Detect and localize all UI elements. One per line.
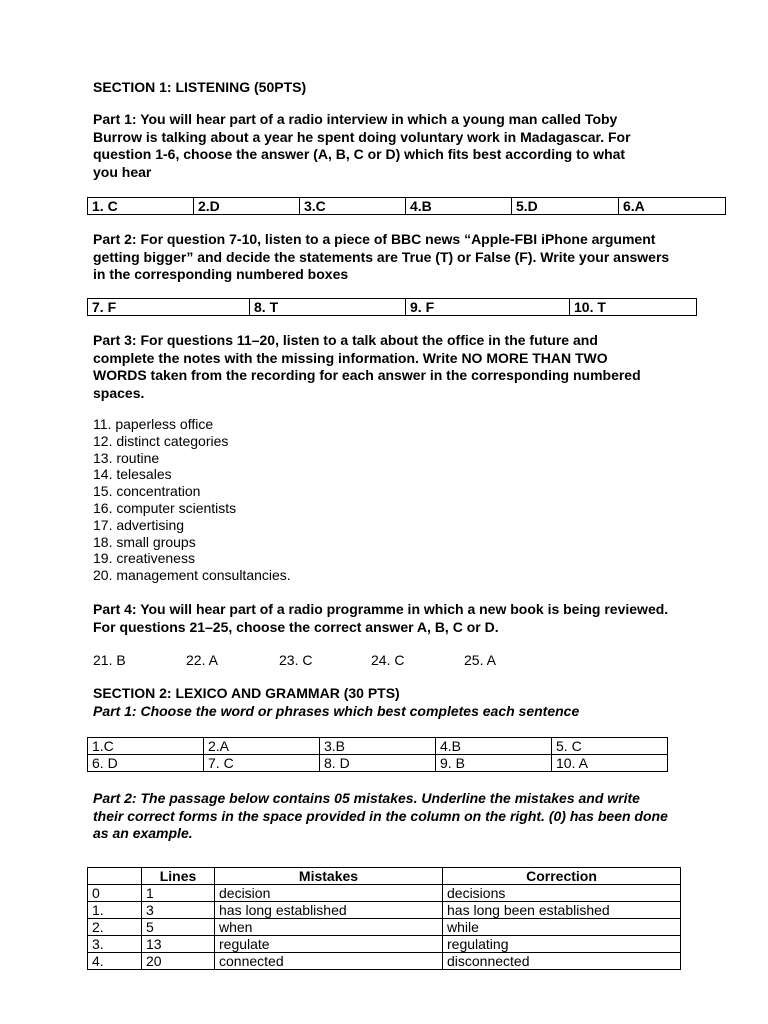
table-row — [88, 198, 726, 215]
part1-answer-table — [87, 197, 726, 215]
section2-part1-table — [87, 737, 668, 772]
part4-answer: 22. A — [186, 652, 218, 668]
cell: 0 — [88, 885, 142, 902]
cell: 2. — [88, 919, 142, 936]
cell: 3 — [142, 902, 215, 919]
column-header: Mistakes — [215, 868, 443, 885]
part4-instruction: Part 4: You will hear part of a radio programme in which a new book is being reviewed. For questions 21–25, choose the correct answer A, B, C or D. — [93, 601, 669, 635]
cell: 1 — [142, 885, 215, 902]
part2-answer-table — [87, 298, 697, 316]
section2-part2-instruction: Part 2: The passage below contains 05 mistakes. Underline the mistakes and write their correct forms in the space provided in the column on the right. (0) has been done as an example. — [93, 790, 668, 841]
list-item: 14. telesales — [93, 466, 172, 483]
list-item: 13. routine — [93, 449, 160, 466]
table-row — [88, 299, 697, 316]
cell: regulate — [215, 936, 443, 953]
answer-cell: 8. D — [320, 755, 436, 772]
cell: 20 — [142, 953, 215, 970]
answer-cell: 8. T — [250, 299, 406, 316]
cell: 5 — [142, 919, 215, 936]
list-item: 19. creativeness — [93, 550, 195, 567]
answer-cell: 2.A — [204, 738, 320, 755]
cell: has long established — [215, 902, 443, 919]
table-row — [88, 902, 681, 919]
answer-cell: 4.B — [406, 198, 512, 215]
part4-answer: 21. B — [93, 652, 126, 668]
column-header: Lines — [142, 868, 215, 885]
list-item: 15. concentration — [93, 483, 201, 500]
cell: regulating — [443, 936, 681, 953]
answer-cell: 6.A — [619, 198, 726, 215]
cell: 1. — [88, 902, 142, 919]
answer-cell: 6. D — [88, 755, 204, 772]
part4-answer: 23. C — [279, 652, 313, 668]
table-row — [88, 936, 681, 953]
table-row — [88, 738, 668, 755]
column-header: Correction — [443, 868, 681, 885]
answer-cell: 9. F — [406, 299, 570, 316]
section2-part1-instruction: Part 1: Choose the word or phrases which best completes each sentence — [93, 703, 580, 719]
answer-cell: 4.B — [436, 738, 552, 755]
table-row — [88, 919, 681, 936]
section2-title: SECTION 2: LEXICO AND GRAMMAR (30 PTS) — [93, 685, 400, 701]
answer-cell: 5. C — [552, 738, 668, 755]
cell: 13 — [142, 936, 215, 953]
part4-answer: 25. A — [464, 652, 496, 668]
cell: decision — [215, 885, 443, 902]
section1-title: SECTION 1: LISTENING (50PTS) — [93, 79, 307, 95]
answer-cell: 3.B — [320, 738, 436, 755]
answer-cell: 5.D — [512, 198, 619, 215]
table-row — [88, 755, 668, 772]
table-row — [88, 953, 681, 970]
list-item: 11. paperless office — [93, 416, 214, 432]
column-header — [88, 868, 142, 885]
cell: when — [215, 919, 443, 936]
mistakes-table — [87, 867, 681, 970]
answer-cell: 2.D — [194, 198, 300, 215]
list-item: 12. distinct categories — [93, 432, 229, 449]
answer-cell: 1. C — [88, 198, 194, 215]
list-item: 17. advertising — [93, 516, 185, 533]
part3-instruction: Part 3: For questions 11–20, listen to a talk about the office in the future and complete the notes with the missing information. Write NO MORE THAN TWO WORDS taken from the recording for each answer in the corresponding numbered spaces. — [93, 332, 641, 401]
cell: disconnected — [443, 953, 681, 970]
answer-cell: 3.C — [300, 198, 406, 215]
cell: while — [443, 919, 681, 936]
answer-cell: 1.C — [88, 738, 204, 755]
answer-cell: 7. F — [88, 299, 250, 316]
cell: decisions — [443, 885, 681, 902]
cell: 4. — [88, 953, 142, 970]
part2-instruction: Part 2: For question 7-10, listen to a piece of BBC news “Apple-FBI iPhone argument getting bigger” and decide the statements are True (T) or False (F). Write your answers in the corresponding numbered boxes — [93, 231, 670, 282]
part1-instruction: Part 1: You will hear part of a radio interview in which a young man called Toby Burrow is talking about a year he spent doing voluntary work in Madagascar. For question 1-6, choose the answer (A, B, C or D) which fits best according to what you hear — [93, 111, 631, 180]
part4-answer: 24. C — [371, 652, 405, 668]
answer-cell: 10. T — [570, 299, 697, 316]
part3-answer-list — [93, 416, 291, 584]
list-item: 16. computer scientists — [93, 499, 237, 516]
answer-cell: 10. A — [552, 755, 668, 772]
table-header-row — [88, 868, 681, 885]
list-item: 18. small groups — [93, 533, 196, 550]
list-item: 20. management consultancies. — [93, 567, 291, 584]
cell: 3. — [88, 936, 142, 953]
table-row — [88, 885, 681, 902]
answer-cell: 9. B — [436, 755, 552, 772]
cell: connected — [215, 953, 443, 970]
answer-cell: 7. C — [204, 755, 320, 772]
cell: has long been established — [443, 902, 681, 919]
